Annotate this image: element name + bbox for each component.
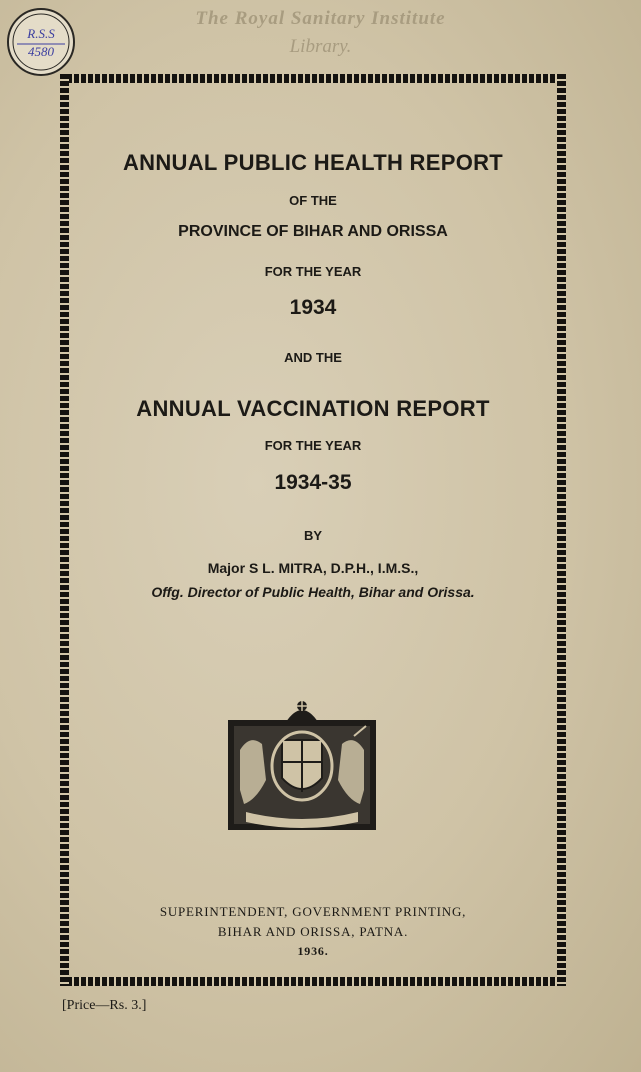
seal-text-1: R.S.S — [27, 26, 55, 41]
and-the-label: AND THE — [284, 350, 342, 365]
printer-year: 1936. — [297, 944, 329, 958]
vaccination-title: ANNUAL VACCINATION REPORT — [136, 396, 490, 421]
for-the-year-label-2: FOR THE YEAR — [264, 438, 362, 453]
author-name: Major S L. MITRA, D.P.H., I.M.S., — [207, 560, 419, 576]
library-stamp-line1: The Royal Sanitary Institute — [195, 8, 446, 29]
library-stamp-line2: Library. — [289, 36, 352, 57]
for-the-year-label-1: FOR THE YEAR — [264, 264, 362, 279]
frame-top-border — [60, 74, 566, 83]
by-label: BY — [303, 528, 323, 543]
frame-bottom-border — [60, 977, 566, 986]
report-title: ANNUAL PUBLIC HEALTH REPORT — [122, 150, 504, 175]
printer-line-2: BIHAR AND ORISSA, PATNA. — [217, 924, 409, 939]
author-role: Offg. Director of Public Health, Bihar and Orissa. — [151, 584, 475, 600]
library-stamp — [0, 8, 641, 58]
province-heading: PROVINCE OF BIHAR AND ORISSA — [178, 223, 448, 240]
of-the-label: OF THE — [289, 193, 337, 208]
price-label: [Price—Rs. 3.] — [62, 998, 147, 1013]
seal-text-2: 4580 — [28, 44, 54, 59]
library-seal-icon — [5, 6, 77, 78]
royal-coat-of-arms-icon — [226, 700, 378, 832]
year-2: 1934-35 — [274, 471, 352, 494]
frame-right-border — [557, 74, 566, 986]
frame-left-border — [60, 74, 69, 986]
printer-line-1: SUPERINTENDENT, GOVERNMENT PRINTING, — [159, 904, 467, 919]
year-1: 1934 — [289, 296, 337, 319]
